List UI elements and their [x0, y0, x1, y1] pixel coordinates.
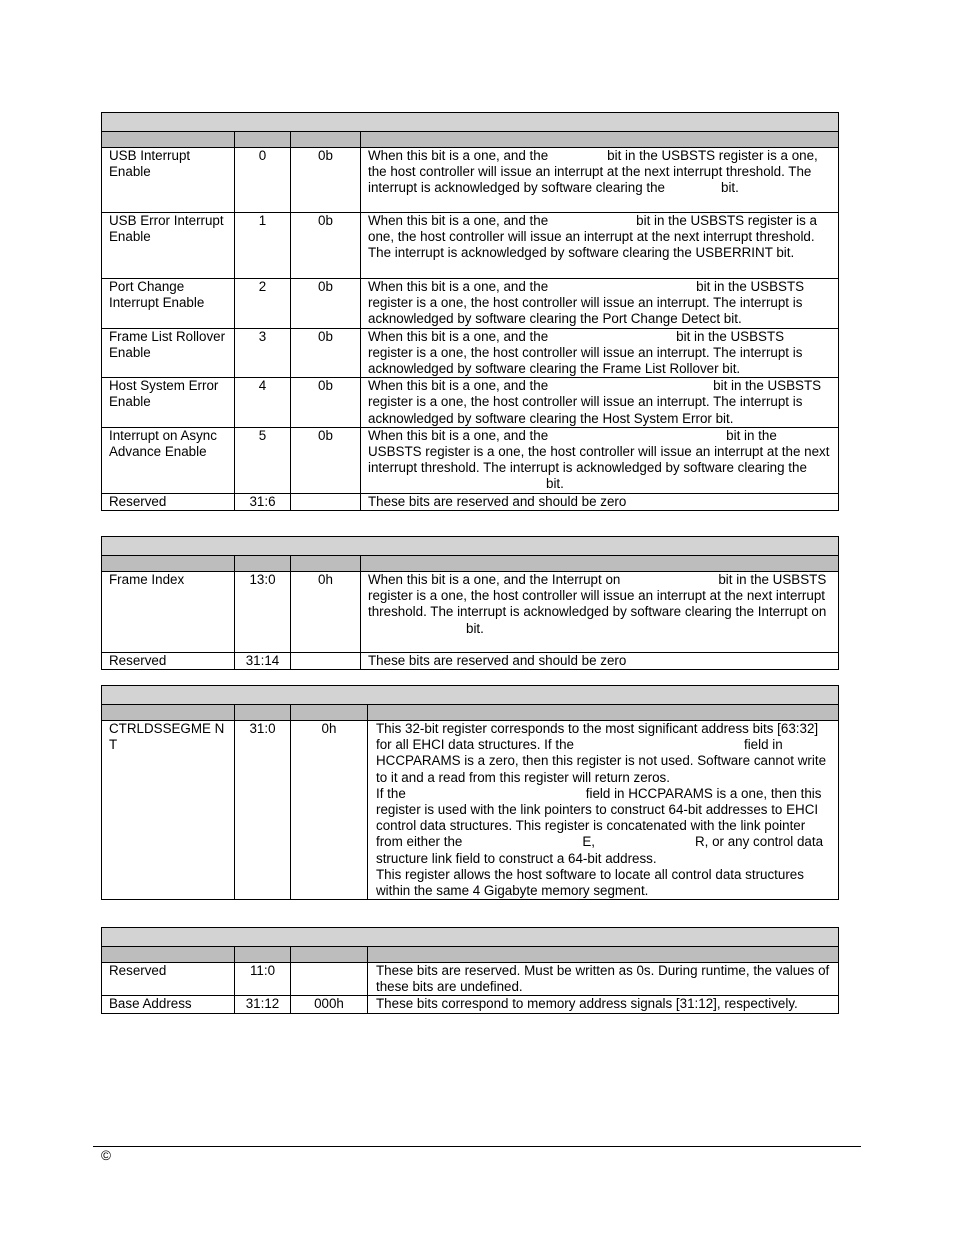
base-address-register-table [101, 927, 839, 1014]
field-description: These bits correspond to memory address signals [31:12], respectively. [368, 996, 839, 1013]
column-header-row [102, 556, 839, 572]
field-name: CTRLDSSEGME NT [102, 721, 235, 900]
field-bits: 11:0 [235, 963, 291, 996]
field-description [368, 721, 839, 900]
field-default: 0b [291, 148, 361, 213]
table-row [102, 427, 839, 493]
usbintr-register-table [101, 112, 839, 511]
field-default: 0b [291, 213, 361, 279]
field-name: Reserved [102, 963, 235, 996]
field-name: Base Address [102, 996, 235, 1013]
field-description: When this bit is a one, and the bit in the USBSTS register is a one, the host controller will issue an interrupt. The interrupt is acknowledged by software clearing the Port Change Detect bit. [361, 279, 839, 329]
field-default [291, 653, 361, 670]
field-default: 0b [291, 378, 361, 428]
column-header-row [102, 705, 839, 721]
frindex-register-table [101, 536, 839, 670]
table-row [102, 148, 839, 213]
table-row [102, 572, 839, 653]
table-row [102, 996, 839, 1013]
field-name: Reserved [102, 653, 235, 670]
table-title-bar [102, 537, 839, 556]
field-default: 000h [291, 996, 368, 1013]
field-description: When this bit is a one, and the bit in the USBSTS register is a one, the host controller will issue an interrupt. The interrupt is acknowledged by software clearing the Host System Error bit. [361, 378, 839, 428]
field-default: 0h [291, 572, 361, 653]
field-description: These bits are reserved. Must be written as 0s. During runtime, the values of these bits are undefined. [368, 963, 839, 996]
field-description: These bits are reserved and should be zero [361, 653, 839, 670]
field-name: Port Change Interrupt Enable [102, 279, 235, 329]
field-default: 0b [291, 279, 361, 329]
footer-copyright: © [101, 1148, 111, 1163]
field-default: 0b [291, 427, 361, 493]
field-description: When this bit is a one, and the bit in the USBSTS register is a one, the host controller will issue an interrupt at the next interrupt threshold. The interrupt is acknowledged by software clearing the bit. [361, 148, 839, 213]
field-bits: 2 [235, 279, 291, 329]
column-header-row [102, 132, 839, 148]
field-bits: 4 [235, 378, 291, 428]
table-row [102, 493, 839, 510]
field-default: 0h [291, 721, 368, 900]
table-row [102, 378, 839, 428]
description-paragraph: If the field in HCCPARAMS is a one, then this register is used with the link pointers to construct 64-bit addresses to EHCI control data structures. This register is concatenated with the link pointer from either the E, R, or any control data structure link field to construct a 64-bit address. [376, 785, 824, 866]
column-header-row [102, 947, 839, 963]
description-paragraph: This 32-bit register corresponds to the most significant address bits [63:32] for all EHCI data structures. If the field in HCCPARAMS is a zero, then this register is not used. Software cannot write to it and a read from this register will return zeros. [376, 721, 827, 785]
footer-divider [93, 1146, 861, 1147]
field-bits: 31:6 [235, 493, 291, 510]
field-name: Frame Index [102, 572, 235, 653]
field-name: Host System Error Enable [102, 378, 235, 428]
field-bits: 31:14 [235, 653, 291, 670]
field-bits: 0 [235, 148, 291, 213]
field-name: USB Error Interrupt Enable [102, 213, 235, 279]
table-row [102, 213, 839, 279]
field-bits: 1 [235, 213, 291, 279]
table-row [102, 721, 839, 900]
field-description: When this bit is a one, and the bit in the USBSTS register is a one, the host controller will issue an interrupt at the next interrupt threshold. The interrupt is acknowledged by software clearing thebit. [361, 427, 839, 493]
field-name: Reserved [102, 493, 235, 510]
field-bits: 13:0 [235, 572, 291, 653]
table-title-bar [102, 686, 839, 705]
field-name: Frame List Rollover Enable [102, 328, 235, 378]
field-default [291, 963, 368, 996]
field-description: These bits are reserved and should be zero [361, 493, 839, 510]
field-bits: 31:0 [235, 721, 291, 900]
table-row [102, 653, 839, 670]
field-bits: 5 [235, 427, 291, 493]
field-bits: 3 [235, 328, 291, 378]
field-name: USB Interrupt Enable [102, 148, 235, 213]
table-row [102, 279, 839, 329]
table-title-bar [102, 928, 839, 947]
field-description: When this bit is a one, and the bit in the USBSTS register is a one, the host controller will issue an interrupt. The interrupt is acknowledged by software clearing the Frame List Rollover bit. [361, 328, 839, 378]
field-name: Interrupt on Async Advance Enable [102, 427, 235, 493]
table-row [102, 963, 839, 996]
field-default: 0b [291, 328, 361, 378]
table-title-bar [102, 113, 839, 132]
table-row [102, 328, 839, 378]
field-description: When this bit is a one, and the bit in the USBSTS register is a one, the host controller will issue an interrupt at the next interrupt threshold. The interrupt is acknowledged by software clearing the USBERRINT bit. [361, 213, 839, 279]
field-bits: 31:12 [235, 996, 291, 1013]
field-default [291, 493, 361, 510]
ctrldssegment-register-table [101, 685, 839, 900]
field-description: When this bit is a one, and the Interrupt on bit in the USBSTS register is a one, the host controller will issue an interrupt at the next interrupt threshold. The interrupt is acknowledged by software clearing the Interrupt onbit. [361, 572, 839, 653]
description-paragraph: This register allows the host software to locate all control data structures within the same 4 Gigabyte memory segment. [376, 866, 804, 899]
